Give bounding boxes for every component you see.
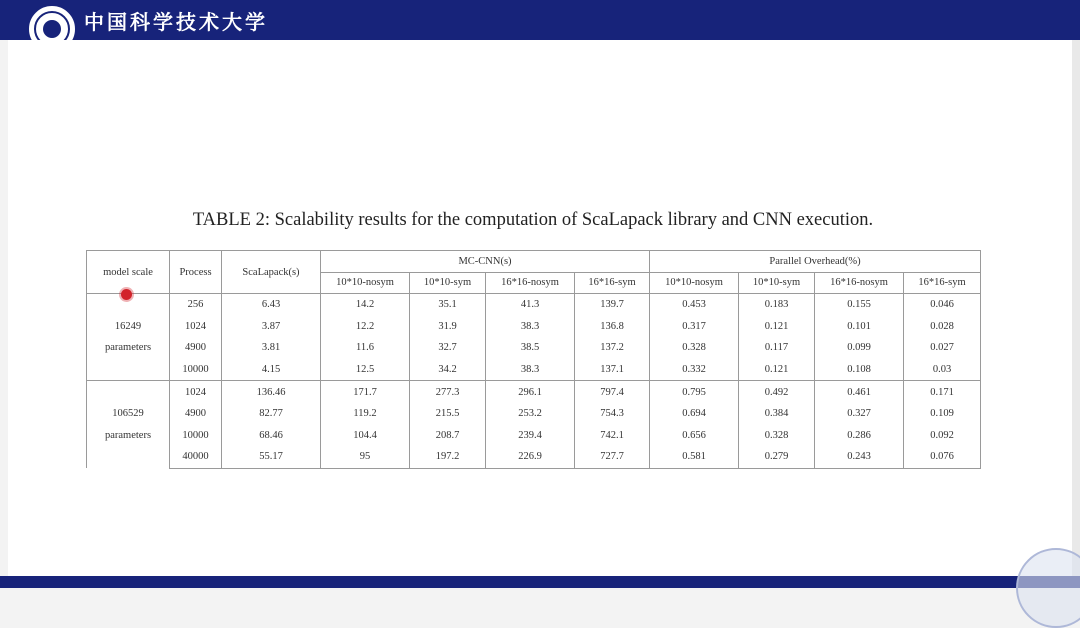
overhead-cell: 0.243 [815, 446, 904, 468]
mccnn-cell: 34.2 [410, 359, 486, 381]
mccnn-cell: 296.1 [486, 381, 575, 403]
table-row [87, 446, 981, 468]
process-cell: 10000 [170, 359, 222, 381]
mccnn-cell: 137.2 [575, 337, 650, 359]
subheader-mccnn-16-nosym: 16*16-nosym [486, 272, 575, 294]
mccnn-cell: 742.1 [575, 425, 650, 447]
overhead-cell: 0.581 [650, 446, 739, 468]
table-row [87, 316, 981, 338]
mccnn-cell: 754.3 [575, 403, 650, 425]
overhead-cell: 0.328 [650, 337, 739, 359]
overhead-cell: 0.286 [815, 425, 904, 447]
mccnn-cell: 136.8 [575, 316, 650, 338]
overhead-cell: 0.492 [739, 381, 815, 403]
process-cell: 256 [170, 294, 222, 316]
mccnn-cell: 38.3 [486, 316, 575, 338]
mccnn-cell: 797.4 [575, 381, 650, 403]
scalapack-cell: 82.77 [222, 403, 321, 425]
slide-content [8, 40, 1072, 576]
slide-footer-bar [0, 576, 1080, 588]
mccnn-cell: 119.2 [321, 403, 410, 425]
mccnn-cell: 727.7 [575, 446, 650, 468]
subheader-mccnn-16-sym: 16*16-sym [575, 272, 650, 294]
overhead-cell: 0.328 [739, 425, 815, 447]
overhead-cell: 0.121 [739, 359, 815, 381]
mccnn-cell: 215.5 [410, 403, 486, 425]
university-name-cn: 中国科学技术大学 [84, 10, 268, 34]
scalapack-cell: 3.81 [222, 337, 321, 359]
overhead-cell: 0.108 [815, 359, 904, 381]
mccnn-cell: 104.4 [321, 425, 410, 447]
overhead-cell: 0.121 [739, 316, 815, 338]
mccnn-cell: 95 [321, 446, 410, 468]
mccnn-cell: 38.3 [486, 359, 575, 381]
mccnn-cell: 14.2 [321, 294, 410, 316]
presenter-pointer [121, 289, 132, 300]
mccnn-cell: 239.4 [486, 425, 575, 447]
process-cell: 1024 [170, 381, 222, 403]
overhead-cell: 0.155 [815, 294, 904, 316]
scalapack-cell: 68.46 [222, 425, 321, 447]
scalapack-cell: 136.46 [222, 381, 321, 403]
overhead-cell: 0.461 [815, 381, 904, 403]
mccnn-cell: 139.7 [575, 294, 650, 316]
mccnn-cell: 11.6 [321, 337, 410, 359]
mccnn-cell: 137.1 [575, 359, 650, 381]
overhead-cell: 0.183 [739, 294, 815, 316]
scalability-table [86, 250, 981, 469]
slide-edge [1072, 40, 1080, 576]
scalapack-cell: 3.87 [222, 316, 321, 338]
model-scale-unit: parameters [104, 429, 152, 441]
table-row [87, 359, 981, 381]
header-model-scale: model scale [87, 251, 170, 294]
header-scalapack: ScaLapack(s) [222, 251, 321, 294]
model-scale-value: 106529 [112, 408, 144, 420]
model-scale-cell [87, 294, 170, 381]
mccnn-cell: 41.3 [486, 294, 575, 316]
overhead-cell: 0.076 [904, 446, 981, 468]
mccnn-cell: 226.9 [486, 446, 575, 468]
overhead-cell: 0.694 [650, 403, 739, 425]
overhead-cell: 0.027 [904, 337, 981, 359]
scalapack-cell: 4.15 [222, 359, 321, 381]
mccnn-cell: 31.9 [410, 316, 486, 338]
table-row [87, 294, 981, 316]
subheader-overhead-16-sym: 16*16-sym [904, 272, 981, 294]
mccnn-cell: 12.2 [321, 316, 410, 338]
table-row [87, 381, 981, 403]
subheader-overhead-10-sym: 10*10-sym [739, 272, 815, 294]
table-row [87, 337, 981, 359]
mccnn-cell: 277.3 [410, 381, 486, 403]
overhead-cell: 0.656 [650, 425, 739, 447]
model-scale-cell [87, 381, 170, 468]
mccnn-cell: 197.2 [410, 446, 486, 468]
model-scale-value: 16249 [114, 320, 142, 332]
mccnn-cell: 171.7 [321, 381, 410, 403]
process-cell: 10000 [170, 425, 222, 447]
mccnn-cell: 12.5 [321, 359, 410, 381]
overhead-cell: 0.327 [815, 403, 904, 425]
overhead-cell: 0.453 [650, 294, 739, 316]
overhead-cell: 0.384 [739, 403, 815, 425]
table-row [87, 425, 981, 447]
table-caption: TABLE 2: Scalability results for the computation of ScaLapack library and CNN execution. [192, 210, 874, 230]
mccnn-cell: 208.7 [410, 425, 486, 447]
mccnn-cell: 253.2 [486, 403, 575, 425]
mccnn-cell: 35.1 [410, 294, 486, 316]
subheader-overhead-16-nosym: 16*16-nosym [815, 272, 904, 294]
header-mccnn: MC-CNN(s) [321, 251, 650, 273]
overhead-cell: 0.101 [815, 316, 904, 338]
process-cell: 40000 [170, 446, 222, 468]
overhead-cell: 0.109 [904, 403, 981, 425]
subheader-mccnn-10-sym: 10*10-sym [410, 272, 486, 294]
overhead-cell: 0.099 [815, 337, 904, 359]
scalapack-cell: 55.17 [222, 446, 321, 468]
overhead-cell: 0.046 [904, 294, 981, 316]
process-cell: 4900 [170, 337, 222, 359]
model-scale-unit: parameters [104, 342, 152, 354]
overhead-cell: 0.03 [904, 359, 981, 381]
overhead-cell: 0.092 [904, 425, 981, 447]
overhead-cell: 0.117 [739, 337, 815, 359]
corner-watermark-seal [1016, 548, 1080, 628]
mccnn-cell: 38.5 [486, 337, 575, 359]
subheader-overhead-10-nosym: 10*10-nosym [650, 272, 739, 294]
process-cell: 4900 [170, 403, 222, 425]
table-row [87, 403, 981, 425]
header-process: Process [170, 251, 222, 294]
header-parallel-overhead: Parallel Overhead(%) [650, 251, 981, 273]
overhead-cell: 0.279 [739, 446, 815, 468]
seal-core [43, 20, 61, 38]
subheader-mccnn-10-nosym: 10*10-nosym [321, 272, 410, 294]
overhead-cell: 0.795 [650, 381, 739, 403]
scalapack-cell: 6.43 [222, 294, 321, 316]
overhead-cell: 0.171 [904, 381, 981, 403]
overhead-cell: 0.332 [650, 359, 739, 381]
process-cell: 1024 [170, 316, 222, 338]
overhead-cell: 0.028 [904, 316, 981, 338]
overhead-cell: 0.317 [650, 316, 739, 338]
mccnn-cell: 32.7 [410, 337, 486, 359]
